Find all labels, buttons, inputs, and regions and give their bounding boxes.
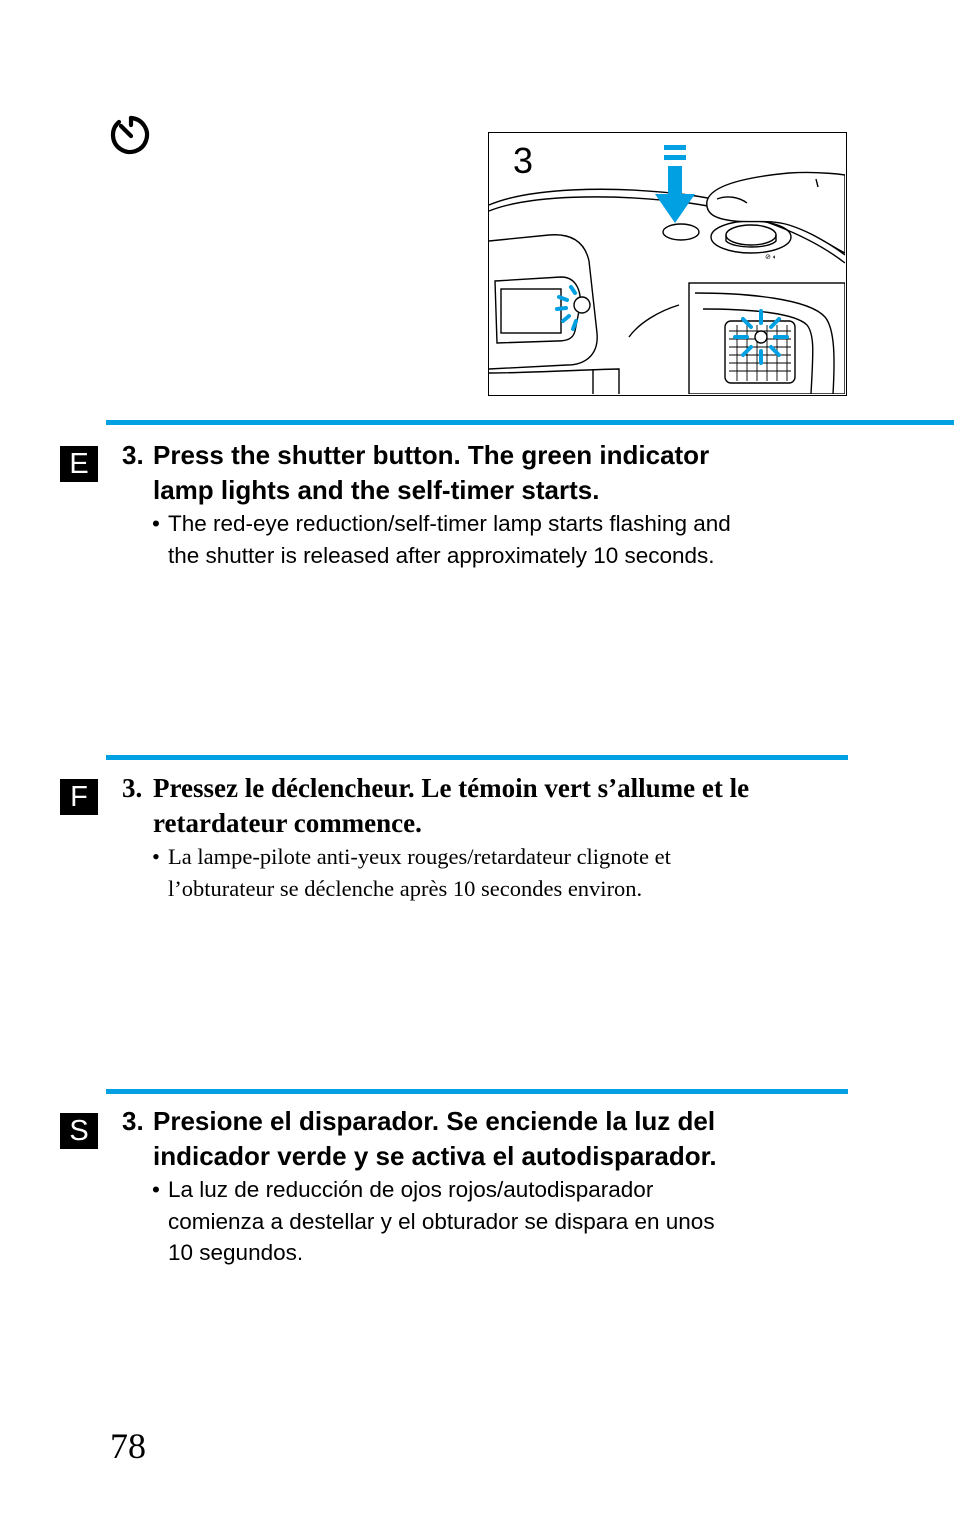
press-arrow-icon — [655, 145, 695, 223]
section-divider-english — [106, 420, 954, 425]
body-line: the shutter is released after approximately 10 seconds. — [168, 542, 715, 568]
figure-step-number: 3 — [513, 140, 534, 181]
heading-line: Presione el disparador. Se enciende la luz del — [153, 1106, 716, 1136]
french-section — [122, 771, 852, 904]
spanish-body — [122, 1174, 852, 1269]
bullet-icon: • — [152, 511, 160, 536]
step-number: 3. — [122, 440, 144, 470]
heading-line: Press the shutter button. The green indicator — [153, 440, 710, 470]
french-body — [122, 841, 852, 904]
bullet-icon: • — [152, 1177, 160, 1202]
camera-drawing — [489, 133, 845, 394]
body-line: comienza a destellar y el obturador se dispara en unos — [168, 1208, 715, 1234]
english-section — [122, 438, 852, 571]
bullet-icon: • — [152, 844, 160, 869]
self-timer-icon — [108, 113, 154, 159]
english-heading — [122, 438, 852, 508]
heading-line: lamp lights and the self-timer starts. — [153, 475, 600, 505]
step-number: 3. — [122, 1106, 144, 1136]
language-badge-spanish: S — [60, 1113, 98, 1149]
body-line: La luz de reducción de ojos rojos/autodisparador — [168, 1177, 654, 1202]
step-number: 3. — [122, 773, 143, 803]
camera-illustration — [488, 132, 847, 396]
body-line: l’obturateur se déclenche après 10 secondes environ. — [168, 875, 643, 901]
language-badge-english: E — [60, 446, 98, 482]
body-line: 10 segundos. — [168, 1240, 304, 1265]
heading-line: Pressez le déclencheur. Le témoin vert s’allume et le — [153, 773, 750, 803]
heading-line: indicador verde y se activa el autodisparador. — [153, 1141, 717, 1171]
body-line: La lampe-pilote anti-yeux rouges/retardateur clignote et — [168, 844, 671, 869]
spanish-heading — [122, 1104, 852, 1174]
language-badge-french: F — [60, 779, 98, 815]
body-line: The red-eye reduction/self-timer lamp starts flashing and — [168, 511, 731, 536]
heading-line: retardateur commence. — [153, 808, 422, 838]
section-divider-french — [106, 755, 848, 760]
section-divider-spanish — [106, 1089, 848, 1094]
spanish-section — [122, 1104, 852, 1269]
page-number: 78 — [110, 1426, 146, 1466]
english-body — [122, 508, 852, 571]
svg-text:⊘ ◐: ⊘ ◐ — [765, 254, 778, 261]
french-heading — [122, 771, 852, 841]
